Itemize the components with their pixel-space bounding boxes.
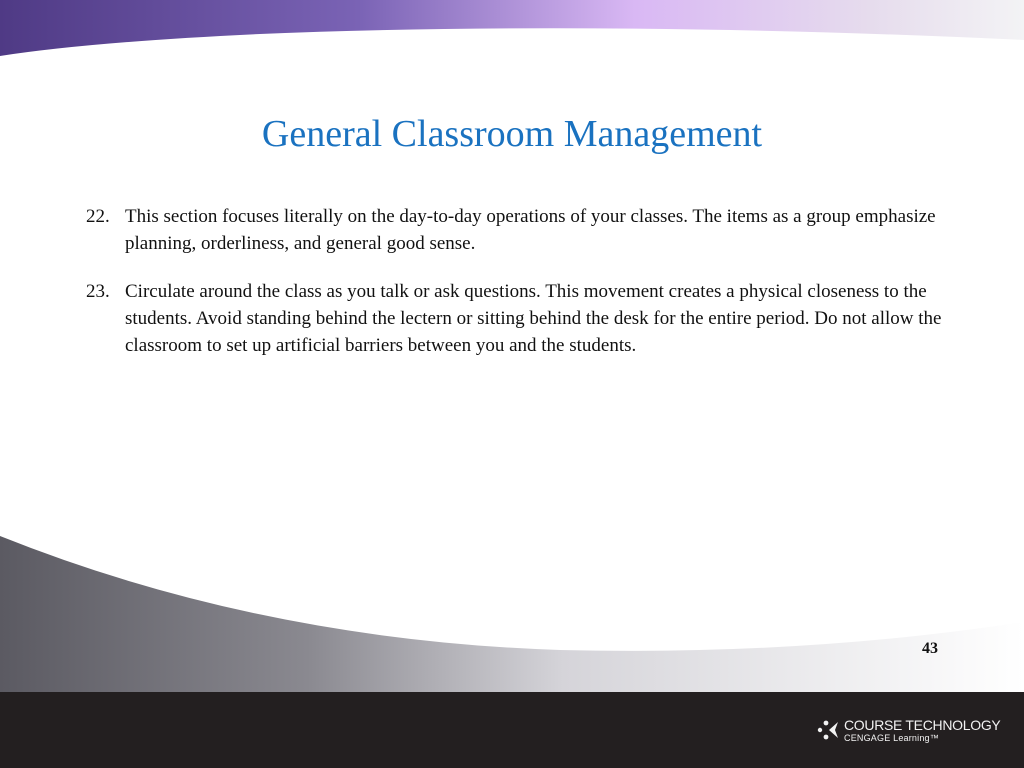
logo-text-course-technology: COURSE TECHNOLOGY: [844, 717, 1001, 733]
publisher-logo: [816, 717, 1001, 747]
slide-title: General Classroom Management: [261, 113, 763, 155]
numbered-list: [86, 203, 942, 380]
list-item-text: Circulate around the class as you talk or ask questions. This movement creates a physical closeness to the students. Avoid standing behind the lectern or sitting behind the desk for the entire period. Do not allow the classroom to set up artificial barriers between you and the students.: [125, 281, 942, 356]
list-item-number: 22.: [86, 206, 110, 227]
logo-text-cengage: CENGAGE Learning™: [844, 733, 939, 743]
list-item: [86, 278, 942, 359]
list-item: [86, 203, 942, 257]
list-item-text: This section focuses literally on the day-to-day operations of your classes. The items as a group emphasize planning, orderliness, and general good sense.: [125, 206, 936, 254]
cengage-logo-icon: [816, 718, 840, 742]
page-number: 43: [922, 640, 938, 657]
list-item-number: 23.: [86, 281, 110, 302]
